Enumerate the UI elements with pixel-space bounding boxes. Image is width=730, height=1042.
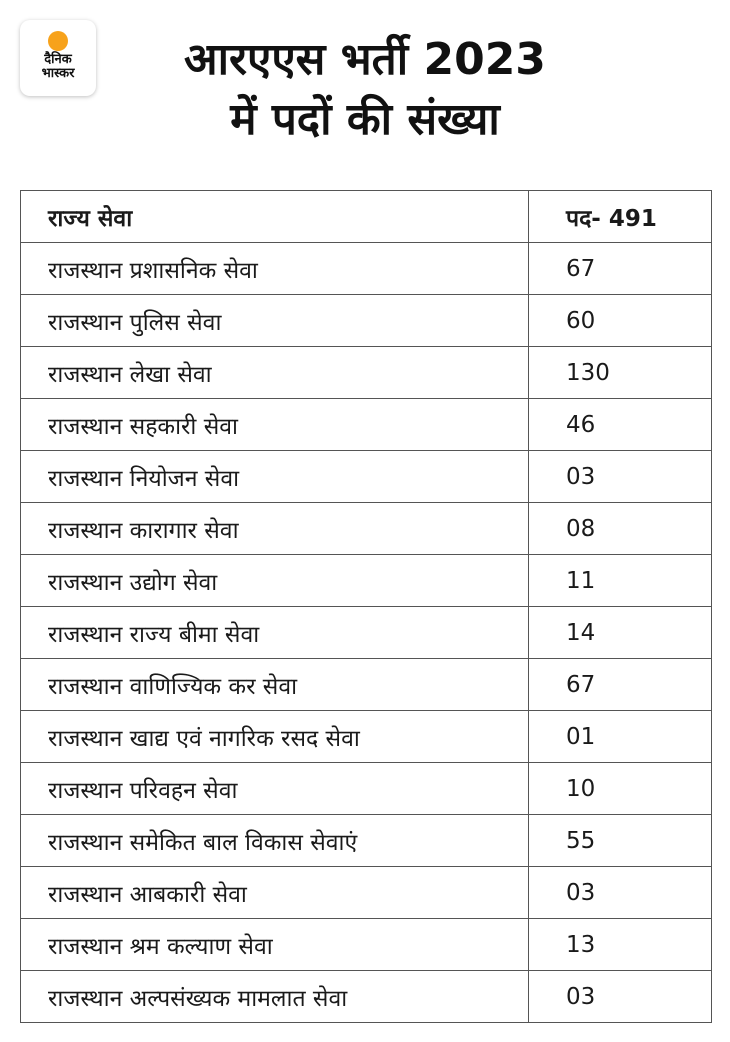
table-row bbox=[21, 919, 712, 971]
service-name-cell: राजस्थान समेकित बाल विकास सेवाएं bbox=[21, 815, 529, 867]
posts-count-cell: 03 bbox=[529, 451, 712, 503]
table-row bbox=[21, 243, 712, 295]
service-name-cell: राजस्थान श्रम कल्याण सेवा bbox=[21, 919, 529, 971]
table-row bbox=[21, 607, 712, 659]
logo-text-line1: दैनिक bbox=[44, 52, 72, 67]
table-row bbox=[21, 503, 712, 555]
table-row bbox=[21, 815, 712, 867]
service-name-cell: राजस्थान नियोजन सेवा bbox=[21, 451, 529, 503]
posts-count-cell: 03 bbox=[529, 971, 712, 1023]
table-row bbox=[21, 295, 712, 347]
table-header-row bbox=[21, 191, 712, 243]
sun-icon bbox=[48, 31, 68, 51]
posts-count-cell: 55 bbox=[529, 815, 712, 867]
service-name-cell: राजस्थान प्रशासनिक सेवा bbox=[21, 243, 529, 295]
logo-text-line2: भास्कर bbox=[41, 66, 75, 81]
posts-count-cell: 14 bbox=[529, 607, 712, 659]
table-row bbox=[21, 347, 712, 399]
posts-count-cell: 11 bbox=[529, 555, 712, 607]
service-name-cell: राजस्थान खाद्य एवं नागरिक रसद सेवा bbox=[21, 711, 529, 763]
header-service: राज्य सेवा bbox=[21, 191, 529, 243]
dainik-bhaskar-logo bbox=[20, 20, 96, 96]
service-name-cell: राजस्थान वाणिज्यिक कर सेवा bbox=[21, 659, 529, 711]
service-name-cell: राजस्थान परिवहन सेवा bbox=[21, 763, 529, 815]
table-row bbox=[21, 659, 712, 711]
table-row bbox=[21, 763, 712, 815]
posts-count-cell: 03 bbox=[529, 867, 712, 919]
table-row bbox=[21, 867, 712, 919]
header-posts: पद- 491 bbox=[529, 191, 712, 243]
service-name-cell: राजस्थान सहकारी सेवा bbox=[21, 399, 529, 451]
service-name-cell: राजस्थान लेखा सेवा bbox=[21, 347, 529, 399]
service-name-cell: राजस्थान कारागार सेवा bbox=[21, 503, 529, 555]
posts-count-cell: 46 bbox=[529, 399, 712, 451]
service-name-cell: राजस्थान राज्य बीमा सेवा bbox=[21, 607, 529, 659]
table-row bbox=[21, 971, 712, 1023]
posts-count-cell: 60 bbox=[529, 295, 712, 347]
table-row bbox=[21, 555, 712, 607]
table-row bbox=[21, 399, 712, 451]
posts-count-cell: 01 bbox=[529, 711, 712, 763]
posts-count-cell: 67 bbox=[529, 243, 712, 295]
service-name-cell: राजस्थान अल्पसंख्यक मामलात सेवा bbox=[21, 971, 529, 1023]
posts-count-cell: 13 bbox=[529, 919, 712, 971]
service-name-cell: राजस्थान पुलिस सेवा bbox=[21, 295, 529, 347]
table-row bbox=[21, 451, 712, 503]
posts-count-cell: 08 bbox=[529, 503, 712, 555]
posts-count-cell: 130 bbox=[529, 347, 712, 399]
posts-count-cell: 67 bbox=[529, 659, 712, 711]
title-line1: आरएएस भर्ती 2023 bbox=[184, 34, 546, 85]
table-row bbox=[21, 711, 712, 763]
title-line2: में पदों की संख्या bbox=[230, 94, 500, 145]
service-name-cell: राजस्थान उद्योग सेवा bbox=[21, 555, 529, 607]
page-title bbox=[100, 30, 630, 150]
posts-count-cell: 10 bbox=[529, 763, 712, 815]
service-name-cell: राजस्थान आबकारी सेवा bbox=[21, 867, 529, 919]
posts-table bbox=[20, 190, 712, 1023]
